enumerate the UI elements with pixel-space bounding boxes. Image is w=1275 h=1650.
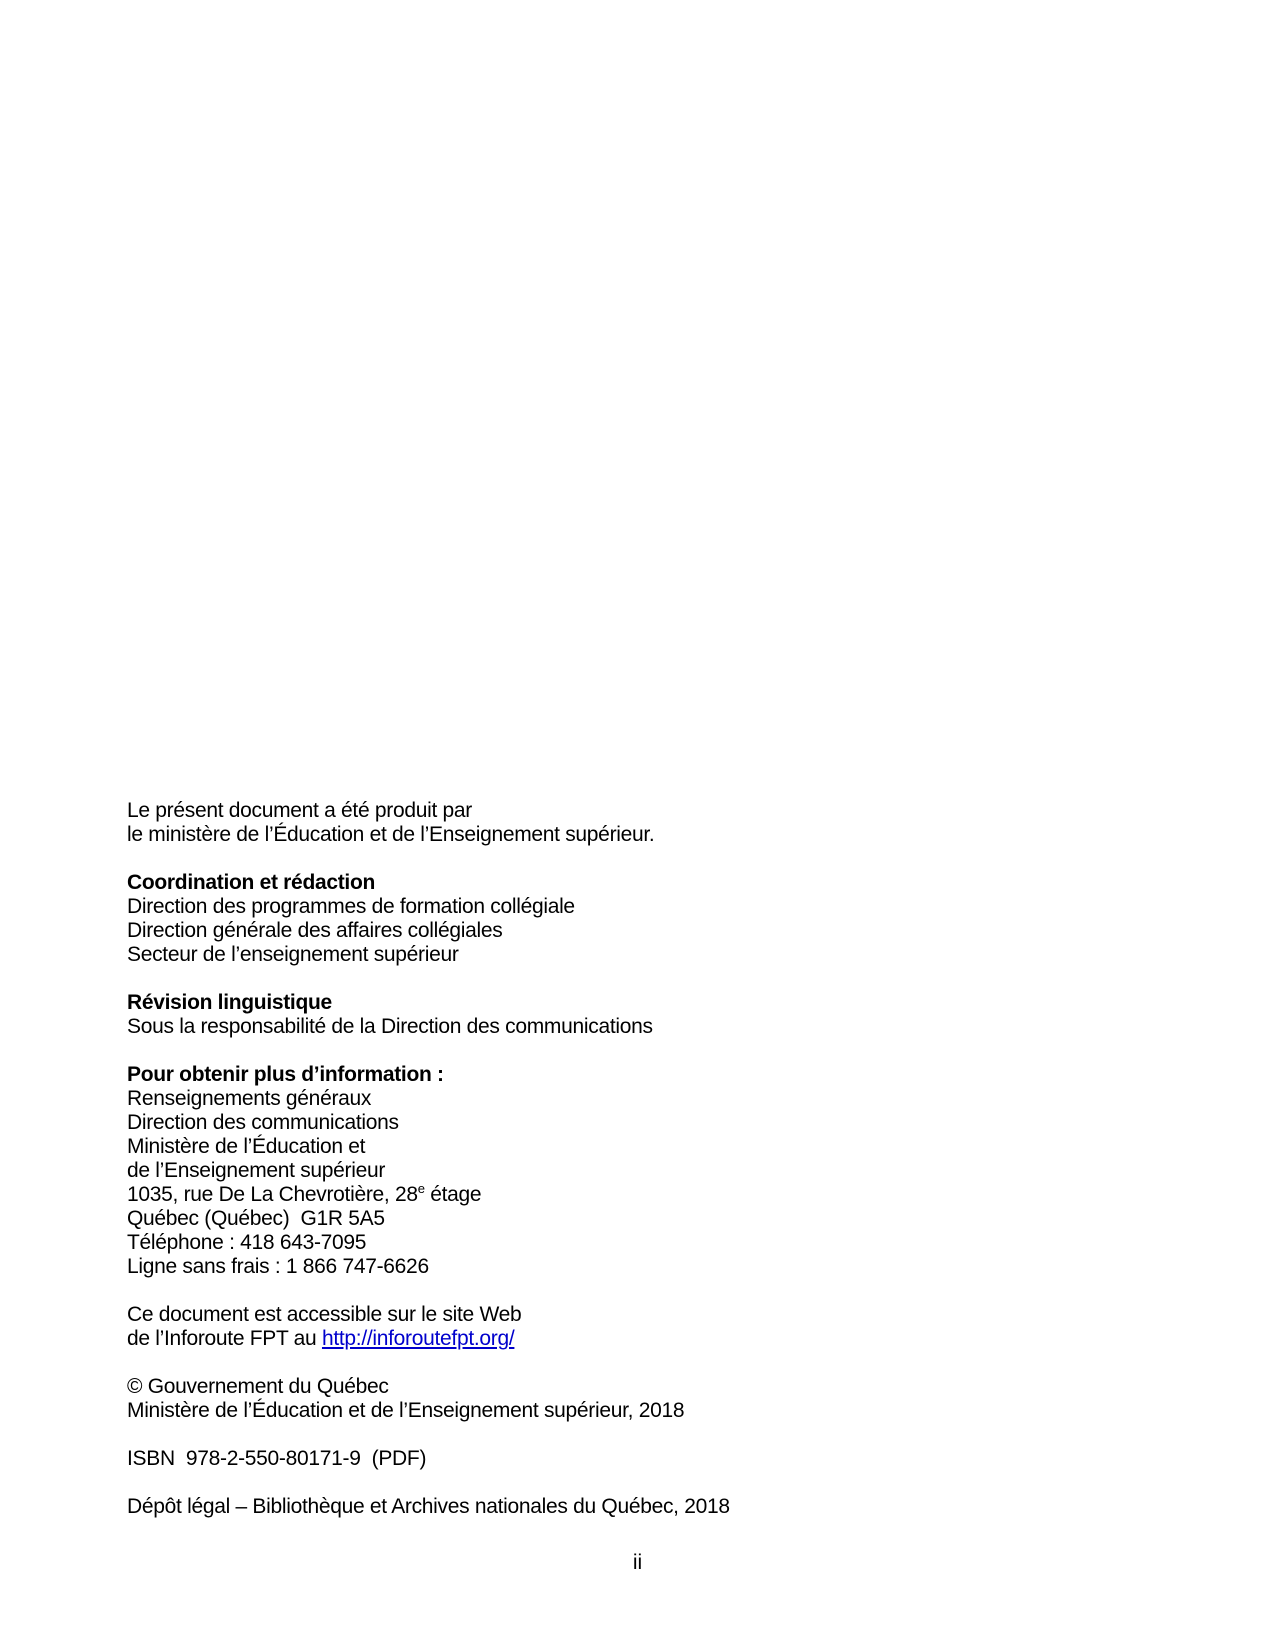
contact-line: Ministère de l’Éducation et (127, 1135, 366, 1158)
copyright-paragraph (127, 1375, 907, 1423)
produced-by-line: le ministère de l’Éducation et de l’Enseignement supérieur. (127, 823, 655, 846)
web-access-line: Ce document est accessible sur le site Web (127, 1303, 522, 1326)
coordination-line: Secteur de l’enseignement supérieur (127, 943, 459, 966)
isbn-line: ISBN 978-2-550-80171-9 (PDF) (127, 1447, 427, 1470)
revision-line: Sous la responsabilité de la Direction des communications (127, 1015, 653, 1038)
produced-by-paragraph (127, 799, 907, 847)
produced-by-line: Le présent document a été produit par (127, 799, 472, 822)
coordination-section (127, 871, 907, 967)
ordinal-superscript: e (417, 1181, 425, 1196)
legal-deposit-line: Dépôt légal – Bibliothèque et Archives nationales du Québec, 2018 (127, 1495, 730, 1518)
page-number: ii (632, 1551, 643, 1574)
coordination-line: Direction générale des affaires collégiales (127, 919, 503, 942)
web-access-link-prefix: de l’Inforoute FPT au (127, 1327, 322, 1350)
web-access-paragraph (127, 1303, 907, 1351)
colophon-text-block (127, 799, 907, 1543)
address-street-line (127, 1183, 907, 1207)
inforoute-link[interactable]: http://inforoutefpt.org/ (321, 1327, 515, 1350)
contact-line: Direction des communications (127, 1111, 399, 1134)
contact-line: de l’Enseignement supérieur (127, 1159, 386, 1182)
phone-line: Téléphone : 418 643-7095 (127, 1231, 367, 1254)
legal-deposit-paragraph (127, 1495, 907, 1519)
copyright-line: © Gouvernement du Québec (127, 1375, 389, 1398)
address-street-suffix: étage (424, 1183, 482, 1206)
web-access-link-line (127, 1327, 907, 1351)
contact-line: Renseignements généraux (127, 1087, 372, 1110)
contact-section (127, 1063, 907, 1279)
coordination-heading: Coordination et rédaction (127, 871, 376, 894)
tollfree-line: Ligne sans frais : 1 866 747-6626 (127, 1255, 429, 1278)
copyright-line: Ministère de l’Éducation et de l’Enseignement supérieur, 2018 (127, 1399, 685, 1422)
coordination-line: Direction des programmes de formation collégiale (127, 895, 575, 918)
contact-heading: Pour obtenir plus d’information : (127, 1063, 444, 1086)
address-street-text: 1035, rue De La Chevrotière, 28 (127, 1183, 418, 1206)
address-city-line: Québec (Québec) G1R 5A5 (127, 1207, 385, 1230)
revision-section (127, 991, 907, 1039)
revision-heading: Révision linguistique (127, 991, 332, 1014)
isbn-paragraph (127, 1447, 907, 1471)
